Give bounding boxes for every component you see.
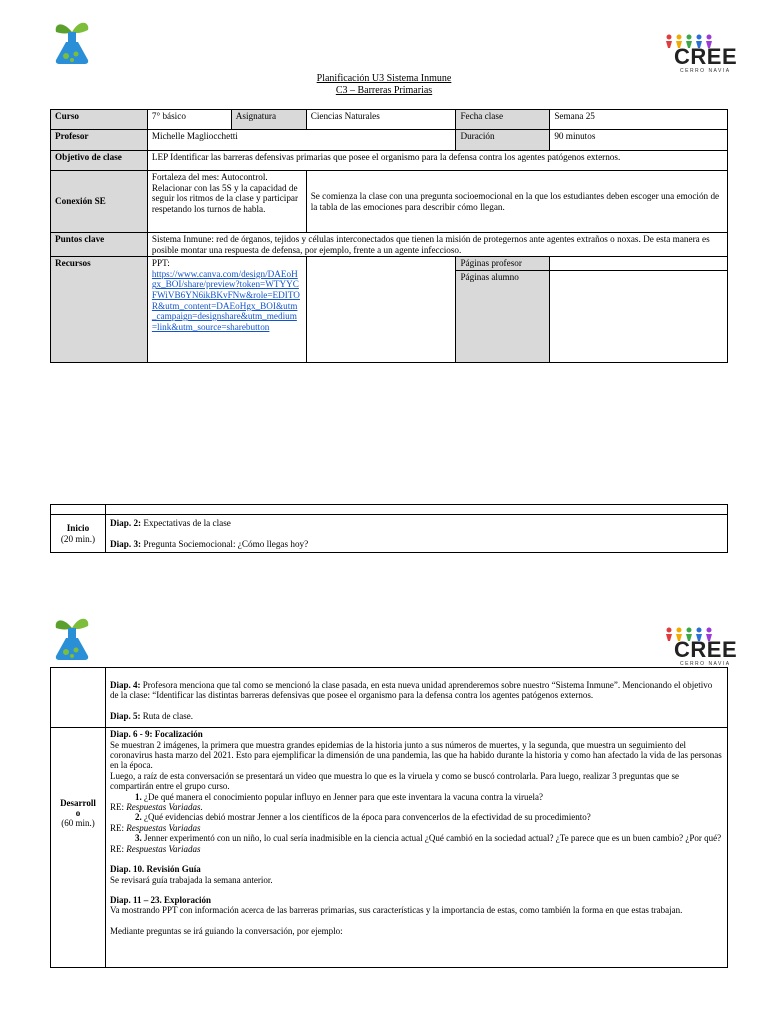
fecha-value: Semana 25 bbox=[550, 110, 728, 130]
re-2-label: RE: bbox=[109, 822, 124, 833]
paginas-profesor-value bbox=[550, 257, 728, 271]
inicio-content-cell bbox=[105, 515, 727, 553]
objetivo-value: LEP Identificar las barreras defensivas primarias que posee el organismo para la defensa contra los agentes patógenos externos. bbox=[147, 151, 727, 171]
question-3: 3. Jenner experimentó con un niño, lo cual sería inadmisible en la ciencia actual ¿Qué cambió en la sociedad actual? ¿Te parece que es un buen cambio? ¿Por qué? bbox=[144, 833, 723, 843]
desarrollo-time: (60 min.) bbox=[61, 818, 95, 829]
duracion-label: Duración bbox=[456, 130, 550, 151]
document-title: Planificación U3 Sistema Inmune bbox=[316, 73, 452, 84]
cree-logo-text: CREE bbox=[674, 44, 738, 69]
duracion-value: 90 minutos bbox=[550, 130, 728, 151]
desarrollo-intro-content bbox=[105, 668, 727, 728]
puntos-label: Puntos clave bbox=[51, 233, 148, 257]
re-1-label: RE: bbox=[109, 802, 124, 813]
cree-logo-subtitle-page-2: CERRO NAVIA bbox=[680, 661, 731, 667]
diap-3-text: Pregunta Sociemocional: ¿Cómo llegas hoy? bbox=[143, 538, 309, 549]
paginas-alumno-label: Páginas alumno bbox=[456, 270, 550, 362]
diap-4-label: Diap. 4: bbox=[109, 680, 141, 690]
desarrollo-row bbox=[51, 728, 728, 968]
recursos-empty-cell bbox=[306, 257, 456, 363]
question-list-3 bbox=[110, 833, 723, 843]
conexion-left-value: Fortaleza del mes: Autocontrol. Relacionar con las 5S y la capacidad de seguir los ritmos de la clase y participar respetando los turnos de habla. bbox=[147, 171, 306, 233]
row-objetivo bbox=[51, 151, 728, 171]
row-curso bbox=[51, 110, 728, 130]
conexion-right-value: Se comienza la clase con una pregunta socioemocional en la que los estudiantes deben escoger una emoción de la tabla de las emociones para describir cómo llegan. bbox=[306, 171, 727, 233]
puntos-value: Sistema Inmune: red de órganos, tejidos y células interconectados que tienen la misión de protegernos ante agentes extraños o noxas. De esta manera es posible montar una respuesta de defensa, por ejemplo, frente a un agente infeccioso. bbox=[147, 233, 727, 257]
diap-6-9-label: Diap. 6 - 9: Focalización bbox=[109, 729, 203, 740]
re-3-label: RE: bbox=[109, 843, 124, 854]
inicio-label: Inicio bbox=[66, 523, 90, 533]
question-2: 2. ¿Qué evidencias debió mostrar Jenner a los científicos de la época para convencerlos de la efectividad de su procedimiento? bbox=[144, 812, 723, 822]
row-conexion bbox=[51, 171, 728, 233]
paginas-profesor-label: Páginas profesor bbox=[456, 257, 550, 271]
inicio-header-empty-right bbox=[105, 505, 727, 515]
asignatura-label: Asignatura bbox=[231, 110, 306, 130]
re-2-text: Respuestas Variadas bbox=[126, 822, 201, 833]
diap-11-23-label: Diap. 11 – 23. Exploración bbox=[109, 894, 211, 905]
desarrollo-content-cell bbox=[105, 728, 727, 968]
row-recursos bbox=[51, 257, 728, 271]
cree-logo-subtitle: CERRO NAVIA bbox=[680, 68, 731, 74]
question-1: 1. ¿De qué manera el conocimiento popular influyo en Jenner para que este inventara la vacuna contra la viruela? bbox=[144, 792, 723, 802]
diap-2-label: Diap. 2: bbox=[109, 518, 142, 528]
conexion-label: Conexión SE bbox=[51, 171, 148, 233]
desarrollo-table bbox=[50, 667, 728, 968]
school-flask-logo-icon bbox=[52, 16, 92, 66]
document-subtitle: C3 – Barreras Primarias bbox=[335, 85, 433, 96]
inicio-label-cell bbox=[51, 515, 106, 553]
objetivo-label: Objetivo de clase bbox=[51, 151, 148, 171]
recursos-ppt-label: PPT: bbox=[151, 258, 170, 269]
desarrollo-intro-row bbox=[51, 668, 728, 728]
diap-10-text: Se revisará guía trabajada la semana anterior. bbox=[109, 874, 273, 885]
desarrollo-label-line-1: Desarroll bbox=[60, 797, 96, 808]
diap-5-text: Ruta de clase. bbox=[142, 710, 193, 721]
diap-10-label: Diap. 10. Revisión Guía bbox=[109, 864, 201, 875]
fecha-label: Fecha clase bbox=[456, 110, 550, 130]
row-puntos bbox=[51, 233, 728, 257]
final-guidance-text: Mediante preguntas se irá guiando la conversación, por ejemplo: bbox=[109, 925, 343, 936]
diap-5-label: Diap. 5: bbox=[109, 710, 141, 721]
school-flask-logo-icon-page-2 bbox=[52, 612, 92, 662]
paginas-alumno-value bbox=[550, 270, 728, 362]
desarrollo-intro-empty-cell bbox=[51, 668, 106, 728]
desarrollo-label-cell bbox=[51, 728, 106, 968]
diap-4-text: Profesora menciona que tal como se mencionó la clase pasada, en esta nueva unidad aprenderemos sobre nuestro “Sistema Inmune”. Mencionando el objetivo de la clase: “Identificar las distintas barreras defensivas que posee el organismo para la defensa contra los agentes patógenos externos. bbox=[109, 680, 713, 701]
inicio-header-empty-left bbox=[51, 505, 106, 515]
profesor-label: Profesor bbox=[51, 130, 148, 151]
planning-info-table bbox=[50, 109, 728, 363]
curso-label: Curso bbox=[51, 110, 148, 130]
curso-value: 7° básico bbox=[147, 110, 231, 130]
inicio-time: (20 min.) bbox=[60, 533, 96, 544]
asignatura-value: Ciencias Naturales bbox=[306, 110, 456, 130]
question-list-2 bbox=[110, 812, 723, 822]
document-titles bbox=[0, 73, 768, 97]
recursos-value bbox=[147, 257, 306, 363]
inicio-row bbox=[51, 515, 728, 553]
re-1-text: Respuestas Variadas. bbox=[126, 802, 203, 813]
ppt-canva-link[interactable]: https://www.canva.com/design/DAEoHgx_BOI/share/preview?token=WTYYCFWiVB6YN6ikBKvFNw&role=EDITOR&utm_content=DAEoHgx_BOI&utm_campaign=designshare&utm_medium=link&utm_source=sharebutton bbox=[151, 268, 300, 332]
diap-2-text: Expectativas de la clase bbox=[143, 518, 231, 528]
desarrollo-label-line-2: o bbox=[75, 807, 81, 818]
inicio-table bbox=[50, 504, 728, 553]
inicio-header-row bbox=[51, 505, 728, 515]
diap-6-9-text-2: Luego, a raíz de esta conversación se presentará un video que muestra lo que es la viruela y como se buscó controlarla. Para luego, realizar 3 preguntas que se compartirán entre el grupo curso. bbox=[109, 770, 679, 792]
re-3-text: Respuestas Variadas bbox=[126, 843, 201, 854]
question-list-1 bbox=[110, 792, 723, 802]
recursos-label: Recursos bbox=[51, 257, 148, 363]
diap-3-label: Diap. 3: bbox=[109, 538, 142, 549]
profesor-value: Michelle Magliocchetti bbox=[147, 130, 456, 151]
cree-logo-text-page-2: CREE bbox=[674, 637, 738, 662]
diap-6-9-text-1: Se muestran 2 imágenes, la primera que muestra grandes epidemias de la historia junto a sus números de muertes, y la segunda, que muestra un seguimiento del coronavirus hasta marzo del 2021. Esto para ejemplificar la dimensión de una pandemia, las que ha habido durante la historia y como han afectado la vida de las personas en la época. bbox=[109, 739, 722, 771]
diap-11-23-text: Va mostrando PPT con información acerca de las barreras primarias, sus características y la importancia de estas, como también la forma en que estas trabajan. bbox=[109, 905, 683, 916]
row-profesor bbox=[51, 130, 728, 151]
